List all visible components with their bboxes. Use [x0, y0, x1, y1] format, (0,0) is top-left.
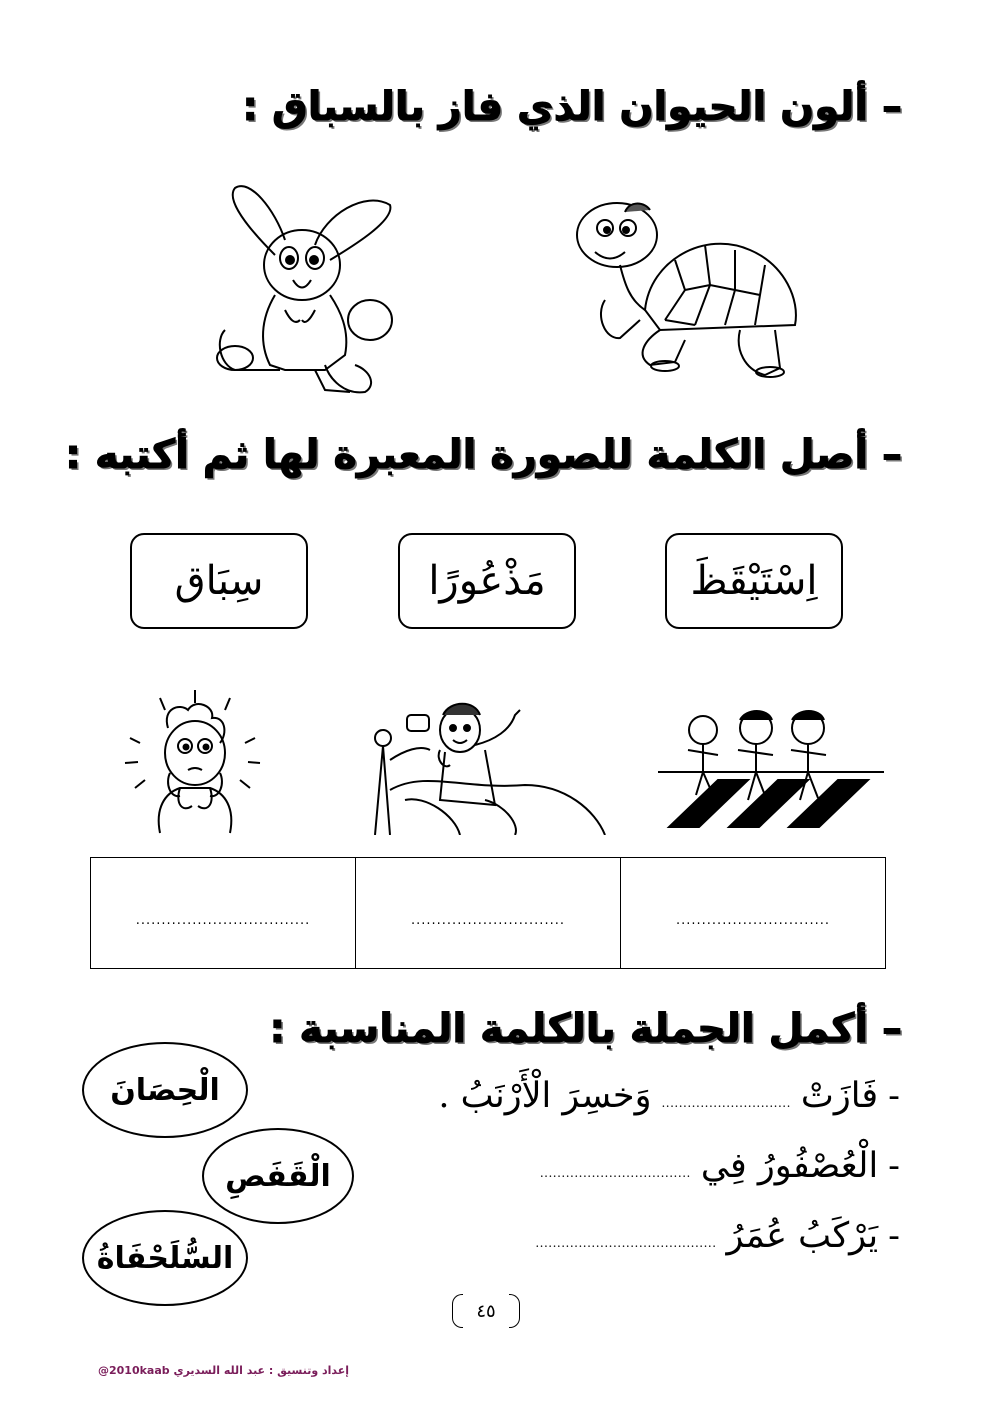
sentence-start: يَرْكَبُ عُمَرُ: [726, 1216, 879, 1256]
choice-oval-3[interactable]: السُّلَحْفَاةُ: [82, 1210, 248, 1306]
section-2-heading: – أصل الكلمة للصورة المعبرة لها ثم أكتبه :: [64, 432, 902, 478]
page-number-text: ٤٥: [476, 1300, 496, 1322]
turtle-picture: [565, 190, 805, 390]
bracket-right: [509, 1294, 520, 1328]
word-card-1[interactable]: اِسْتَيْقَظَ: [665, 533, 843, 629]
answer-cell-right[interactable]: ..............................: [621, 858, 886, 969]
sentence-3: [535, 1216, 900, 1256]
race-kids-picture: [658, 700, 884, 828]
section-1-heading: – ألون الحيوان الذي فاز بالسباق :: [242, 84, 902, 130]
sentence-blank[interactable]: ..............................: [661, 1096, 791, 1110]
sentence-blank[interactable]: ...................................: [539, 1166, 691, 1180]
sentence-end: وَخسِرَ الْأَرْنَبُ .: [438, 1076, 652, 1116]
choice-oval-2[interactable]: الْقَفَصِ: [202, 1128, 354, 1224]
sentence-1: [438, 1076, 900, 1116]
rabbit-picture: [205, 170, 405, 400]
sentence-dash: -: [888, 1146, 900, 1186]
answer-cell-middle[interactable]: ..............................: [356, 858, 621, 969]
credit-line: إعداد وتنسيق : عبد الله السديري 2010kaab@: [98, 1364, 350, 1377]
sentence-2: [540, 1146, 900, 1186]
sentence-start: الْعُصْفُورُ فِي: [700, 1146, 879, 1186]
answer-cell-left[interactable]: ..................................: [91, 858, 356, 969]
answer-table: [90, 857, 886, 969]
word-card-2[interactable]: مَذْعُورًا: [398, 533, 576, 629]
word-card-3[interactable]: سِبَاق: [130, 533, 308, 629]
scared-boy-picture: [120, 688, 270, 838]
sentence-dash: -: [888, 1216, 900, 1256]
choice-oval-1[interactable]: الْحِصَانَ: [82, 1042, 248, 1138]
sentence-blank[interactable]: ..........................................: [535, 1236, 717, 1250]
sentence-start: فَازَتْ: [800, 1076, 879, 1116]
waking-boy-picture: [365, 690, 615, 835]
sentence-dash: -: [888, 1076, 900, 1116]
page-number: [452, 1294, 520, 1328]
section-3-heading: – أكمل الجملة بالكلمة المناسبة :: [269, 1006, 902, 1052]
bracket-left: [452, 1294, 463, 1328]
